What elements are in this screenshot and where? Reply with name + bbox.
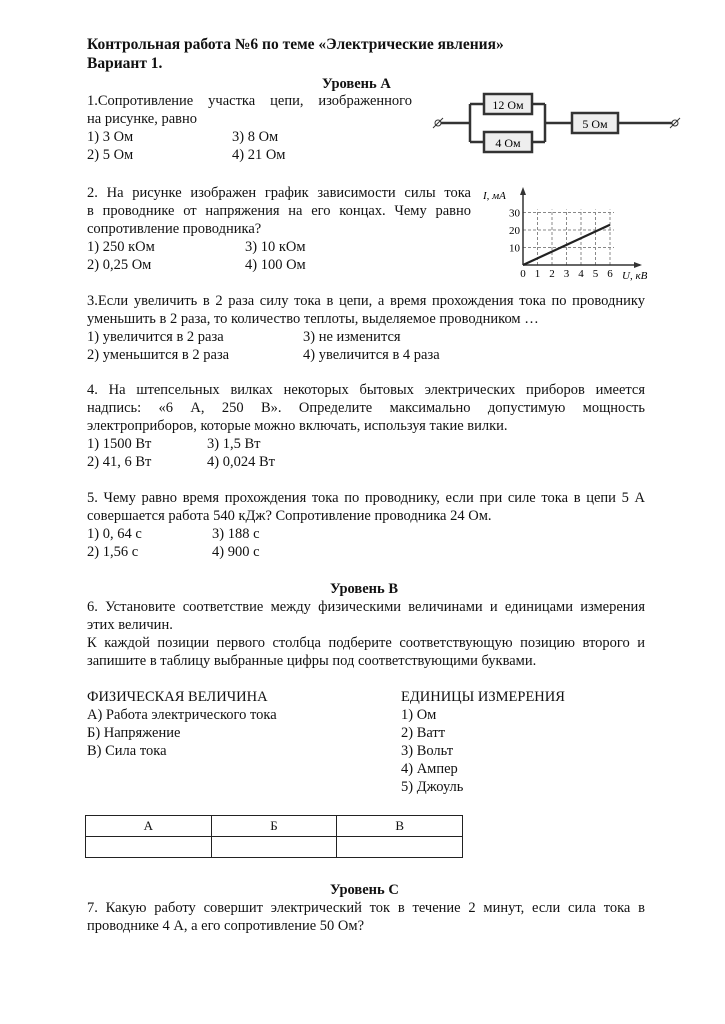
answer-header: Б <box>211 816 337 837</box>
q1-option: 1) 3 Ом <box>87 129 134 145</box>
x-tick-label: 6 <box>607 268 613 280</box>
resistor-4-label: 4 Ом <box>495 136 521 150</box>
level-b-heading: Уровень В <box>330 581 398 597</box>
q2-line: в проводнике от напряжения на его концах. Чему равно <box>87 203 471 219</box>
answer-cell[interactable] <box>86 837 212 858</box>
unit-item: 1) Ом <box>401 707 437 723</box>
doc-title: Контрольная работа №6 по теме «Электрические явления» <box>87 36 504 53</box>
q3-option: 2) уменьшится в 2 раза <box>87 347 230 363</box>
q5-option: 4) 900 с <box>212 544 260 560</box>
q6-line: запишите в таблицу выбранные цифры под соответствующими буквами. <box>87 653 537 669</box>
y-tick-label: 10 <box>509 242 520 255</box>
q6-line: 6. Установите соответствие между физическими величинами и единицами измерения <box>87 599 645 615</box>
q7-line: 7. Какую работу совершит электрический ток в течение 2 минут, если сила тока в <box>87 900 645 916</box>
y-tick-label: 30 <box>509 207 520 220</box>
q1-option: 4) 21 Ом <box>232 147 286 163</box>
y-tick-label: 20 <box>509 225 520 237</box>
q4-option: 3) 1,5 Вт <box>207 436 261 452</box>
q2-option: 3) 10 кОм <box>245 239 306 255</box>
q5-line: совершается работа 540 кДж? Сопротивление проводника 24 Ом. <box>87 508 492 524</box>
q2-line: 2. На рисунке изображен график зависимости силы тока <box>87 185 471 201</box>
quantity-item: В) Сила тока <box>87 743 167 759</box>
q7-line: проводнике 4 А, а его сопротивление 50 Ом? <box>87 918 365 934</box>
q3-line: уменьшить в 2 раза, то количество теплоты, выделяемое проводником … <box>87 311 539 327</box>
q1-option: 3) 8 Ом <box>232 129 279 145</box>
unit-item: 3) Вольт <box>401 743 454 759</box>
x-tick-label: 5 <box>592 268 599 280</box>
q6-line: этих величин. <box>87 617 173 633</box>
q2-option: 4) 100 Ом <box>245 257 306 273</box>
x-axis-arrow-icon <box>634 262 642 268</box>
q4-option: 2) 41, 6 Вт <box>87 454 152 470</box>
x-tick-label: 2 <box>549 268 555 280</box>
level-a-heading: Уровень А <box>322 76 391 92</box>
y-axis-label: I, мА <box>483 190 506 202</box>
q1-line: 1.Сопротивление участка цепи, изображенного <box>87 93 412 109</box>
unit-item: 4) Ампер <box>401 761 458 777</box>
x-tick-label: 4 <box>578 268 584 280</box>
q3-option: 3) не изменится <box>303 329 401 345</box>
x-tick-label: 0 <box>520 268 526 280</box>
q1-option: 2) 5 Ом <box>87 147 134 163</box>
quantity-item: А) Работа электрического тока <box>87 707 277 723</box>
q4-line: электроприборов, которые можно включать, используя такие вилки. <box>87 418 508 434</box>
q1-line: на рисунке, равно <box>87 111 197 127</box>
q4-option: 1) 1500 Вт <box>87 436 152 452</box>
q3-line: 3.Если увеличить в 2 раза силу тока в цепи, а время прохождения тока по проводнику <box>87 293 645 309</box>
x-axis-label: U, кВ <box>622 270 648 282</box>
x-tick-label: 3 <box>563 268 570 280</box>
q5-option: 2) 1,56 с <box>87 544 139 560</box>
answer-table <box>85 815 463 858</box>
q4-option: 4) 0,024 Вт <box>207 454 275 470</box>
level-c-heading: Уровень С <box>330 882 399 898</box>
q2-line: сопротивление проводника? <box>87 221 262 237</box>
q3-option: 4) увеличится в 4 раза <box>303 347 440 363</box>
answer-cell[interactable] <box>337 837 463 858</box>
q3-option: 1) увеличится в 2 раза <box>87 329 224 345</box>
q6-line: К каждой позиции первого столбца подберите соответствующую позицию второго и <box>87 635 645 651</box>
q5-option: 3) 188 с <box>212 526 260 542</box>
unit-item: 5) Джоуль <box>401 779 464 795</box>
quantity-item: Б) Напряжение <box>87 725 181 741</box>
x-tick-label: 1 <box>534 268 541 280</box>
q4-line: надпись: «6 А, 250 В». Определите максимально допустимую мощность <box>87 400 645 416</box>
q4-line: 4. На штепсельных вилках некоторых бытовых электрических приборов имеется <box>87 382 645 398</box>
resistor-5-label: 5 Ом <box>582 117 608 131</box>
answer-header: А <box>86 816 212 837</box>
y-axis-arrow-icon <box>520 187 526 195</box>
current-voltage-graph <box>478 183 678 285</box>
right-column-heading: ЕДИНИЦЫ ИЗМЕРЕНИЯ <box>401 689 565 705</box>
circuit-diagram <box>430 90 685 160</box>
resistor-12-label: 12 Ом <box>492 98 524 112</box>
variant: Вариант 1. <box>87 55 163 72</box>
q2-option: 2) 0,25 Ом <box>87 257 152 273</box>
unit-item: 2) Ватт <box>401 725 446 741</box>
q2-option: 1) 250 кОм <box>87 239 155 255</box>
left-column-heading: ФИЗИЧЕСКАЯ ВЕЛИЧИНА <box>87 689 268 705</box>
answer-header: В <box>337 816 463 837</box>
q5-line: 5. Чему равно время прохождения тока по проводнику, если при силе тока в цепи 5 А <box>87 490 645 506</box>
q5-option: 1) 0, 64 с <box>87 526 142 542</box>
answer-cell[interactable] <box>211 837 337 858</box>
